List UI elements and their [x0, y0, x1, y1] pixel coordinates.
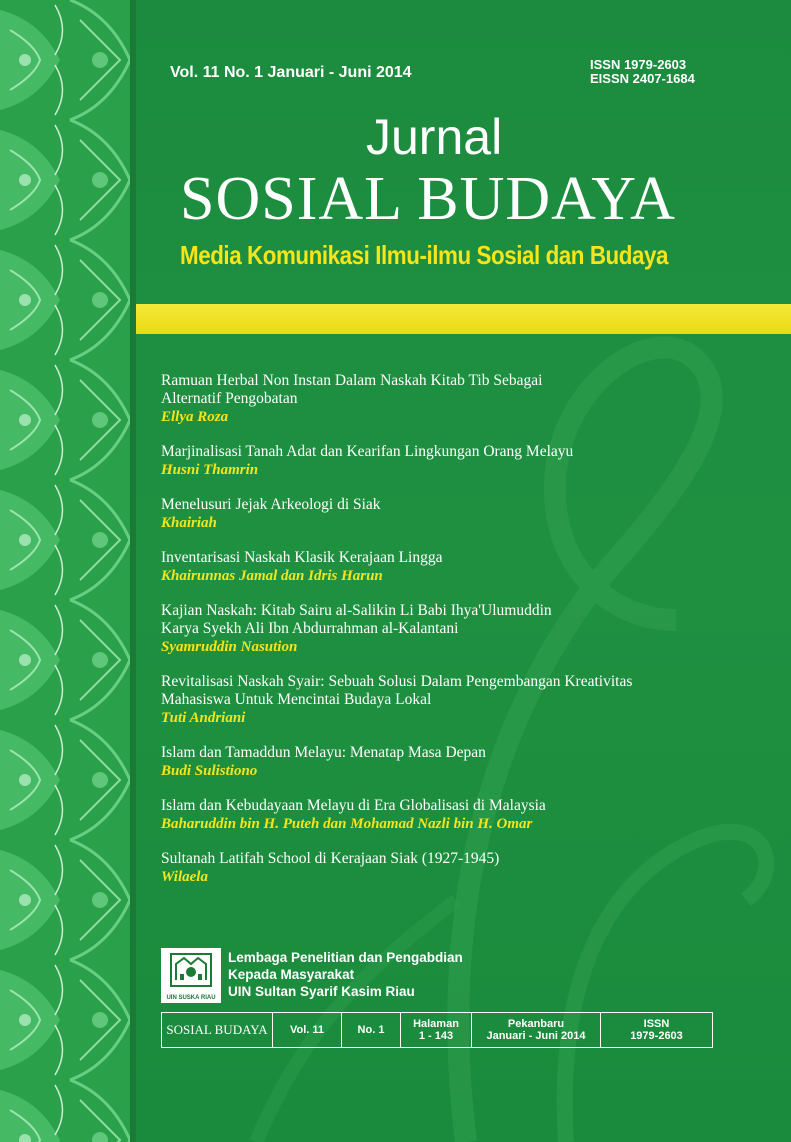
- info-issn: [601, 1013, 712, 1047]
- article-author: Budi Sulistiono: [161, 763, 258, 779]
- article-author: Wilaela: [161, 869, 208, 885]
- publisher-line3: UIN Sultan Syarif Kasim Riau: [228, 984, 415, 999]
- publisher-info: [228, 949, 463, 1000]
- list-item: [161, 549, 761, 585]
- issn-value: 1979-2603: [630, 1030, 683, 1042]
- article-title: Marjinalisasi Tanah Adat dan Kearifan Lingkungan Orang Melayu: [161, 443, 574, 460]
- article-title: Kajian Naskah: Kitab Sairu al-Salikin Li Babi Ihya'Ulumuddin Karya Syekh Ali Ibn Abdurrahman al-Kalantani: [161, 602, 552, 637]
- list-item: [161, 673, 761, 727]
- info-place-date: [472, 1013, 601, 1047]
- list-item: [161, 602, 761, 656]
- place-label: Pekanbaru: [507, 1018, 565, 1030]
- ornament-pattern-icon: [0, 0, 136, 1142]
- article-title: Inventarisasi Naskah Klasik Kerajaan Lingga: [161, 549, 443, 566]
- info-volume: Vol. 11: [273, 1013, 342, 1047]
- list-item: [161, 797, 761, 833]
- list-item: [161, 496, 761, 532]
- volume-info: Vol. 11 No. 1 Januari - Juni 2014: [170, 64, 412, 81]
- article-author: Ellya Roza: [161, 409, 229, 425]
- university-emblem-icon: [166, 950, 216, 990]
- article-title: Revitalisasi Naskah Syair: Sebuah Solusi Dalam Pengembangan Kreativitas Mahasiswa Untuk Mencintai Budaya Lokal: [161, 673, 633, 708]
- eissn: EISSN 2407-1684: [590, 71, 695, 86]
- journal-title: SOSIAL BUDAYA: [180, 165, 676, 233]
- article-author: Husni Thamrin: [161, 462, 259, 478]
- info-pages: [401, 1013, 472, 1047]
- list-item: [161, 850, 761, 886]
- article-title: Islam dan Kebudayaan Melayu di Era Globalisasi di Malaysia: [161, 797, 546, 814]
- pages-label: Halaman: [413, 1018, 459, 1030]
- issn: ISSN 1979-2603: [590, 57, 687, 72]
- info-journal: SOSIAL BUDAYA: [162, 1013, 273, 1047]
- list-item: [161, 372, 761, 426]
- article-title: Ramuan Herbal Non Instan Dalam Naskah Kitab Tib Sebagai Alternatif Pengobatan: [161, 372, 543, 407]
- article-title: Menelusuri Jejak Arkeologi di Siak: [161, 496, 381, 513]
- table-of-contents: [161, 372, 761, 903]
- jurnal-label: Jurnal: [366, 109, 503, 165]
- list-item: [161, 443, 761, 479]
- date-value: Januari - Juni 2014: [486, 1030, 586, 1042]
- article-title: Sultanah Latifah School di Kerajaan Siak (1927-1945): [161, 850, 500, 867]
- logo-caption: UIN SUSKA RIAU: [166, 995, 216, 1001]
- journal-subtitle: Media Komunikasi Ilmu-ilmu Sosial dan Budaya: [180, 240, 669, 270]
- issn-label: ISSN: [643, 1018, 670, 1030]
- article-title: Islam dan Tamaddun Melayu: Menatap Masa Depan: [161, 744, 486, 761]
- publisher-line2: Kepada Masyarakat: [228, 967, 355, 982]
- ornamental-strip: [0, 0, 136, 1142]
- publisher-line1: Lembaga Penelitian dan Pengabdian: [228, 950, 463, 965]
- article-author: Syamruddin Nasution: [161, 639, 298, 655]
- pages-value: 1 - 143: [418, 1030, 454, 1042]
- article-author: Khairiah: [161, 515, 217, 531]
- article-author: Baharuddin bin H. Puteh dan Mohamad Nazli bin H. Omar: [161, 816, 533, 832]
- issn-block: [590, 58, 695, 86]
- article-author: Khairunnas Jamal dan Idris Harun: [161, 568, 383, 584]
- info-number: No. 1: [342, 1013, 401, 1047]
- article-author: Tuti Andriani: [161, 710, 246, 726]
- list-item: [161, 744, 761, 780]
- yellow-divider: [136, 304, 791, 334]
- info-table: [161, 1012, 713, 1048]
- university-logo: [161, 948, 221, 1003]
